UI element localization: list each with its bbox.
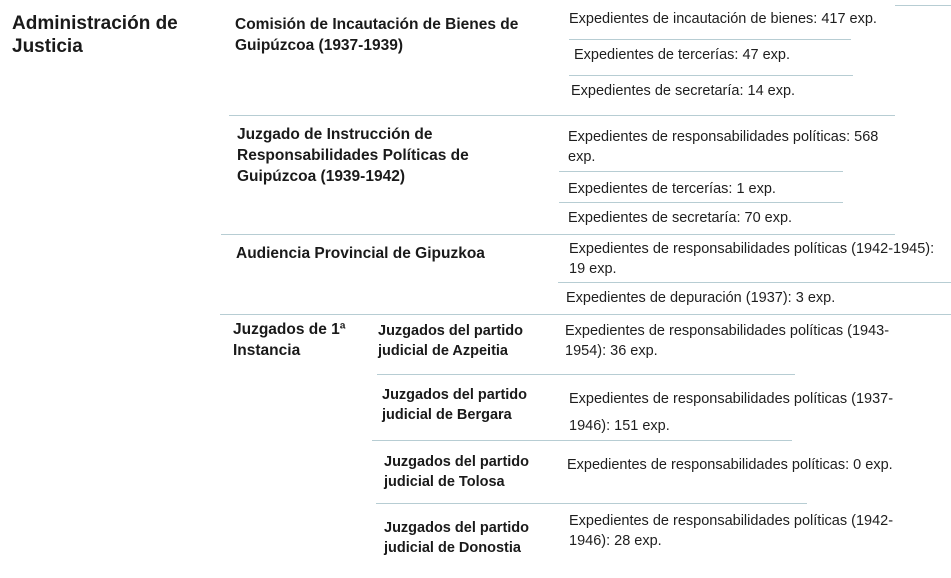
- organ-name: Audiencia Provincial de Gipuzkoa: [236, 245, 485, 262]
- record-item: Expedientes de responsabilidades políticas: 0 exp.: [567, 457, 893, 473]
- organ-divider: [220, 314, 951, 315]
- row-divider: [376, 503, 807, 504]
- record-item: Expedientes de depuración (1937): 3 exp.: [566, 290, 836, 306]
- organ-name: Juzgado de Instrucción de Responsabilidades Políticas de Guipúzcoa (1939-1942): [237, 126, 469, 185]
- row-divider: [569, 75, 853, 76]
- record-item: Expedientes de responsabilidades políticas (1942-1946): 28 exp.: [569, 513, 894, 549]
- subunit-name: Juzgados del partido judicial de Azpeitia: [378, 323, 524, 359]
- organ-divider: [221, 234, 895, 235]
- organ-name: Juzgados de 1ª Instancia: [233, 321, 346, 359]
- section-title: Administración de Justicia: [12, 13, 178, 57]
- row-divider: [559, 202, 843, 203]
- record-item: Expedientes de incautación de bienes: 417 exp.: [569, 11, 877, 27]
- record-item: Expedientes de responsabilidades políticas (1937-1946): 151 exp.: [569, 391, 894, 434]
- record-item: Expedientes de responsabilidades políticas (1943-1954): 36 exp.: [565, 323, 890, 359]
- organ-divider: [229, 115, 895, 116]
- top-divider: [895, 5, 951, 6]
- row-divider: [377, 374, 795, 375]
- row-divider: [559, 171, 843, 172]
- record-item: Expedientes de responsabilidades políticas (1942-1945): 19 exp.: [569, 241, 935, 277]
- record-item: Expedientes de secretaría: 14 exp.: [571, 83, 796, 99]
- record-item: Expedientes de secretaría: 70 exp.: [568, 210, 793, 226]
- record-item: Expedientes de tercerías: 47 exp.: [574, 47, 791, 63]
- row-divider: [569, 39, 851, 40]
- row-divider: [372, 440, 792, 441]
- organ-name: Comisión de Incautación de Bienes de Guipúzcoa (1937-1939): [235, 16, 519, 54]
- subunit-name: Juzgados del partido judicial de Bergara: [382, 387, 528, 423]
- row-divider: [558, 282, 951, 283]
- subunit-name: Juzgados del partido judicial de Donostia: [384, 520, 530, 556]
- subunit-name: Juzgados del partido judicial de Tolosa: [384, 454, 530, 490]
- record-item: Expedientes de tercerías: 1 exp.: [568, 181, 776, 197]
- record-item: Expedientes de responsabilidades políticas: 568 exp.: [568, 129, 879, 165]
